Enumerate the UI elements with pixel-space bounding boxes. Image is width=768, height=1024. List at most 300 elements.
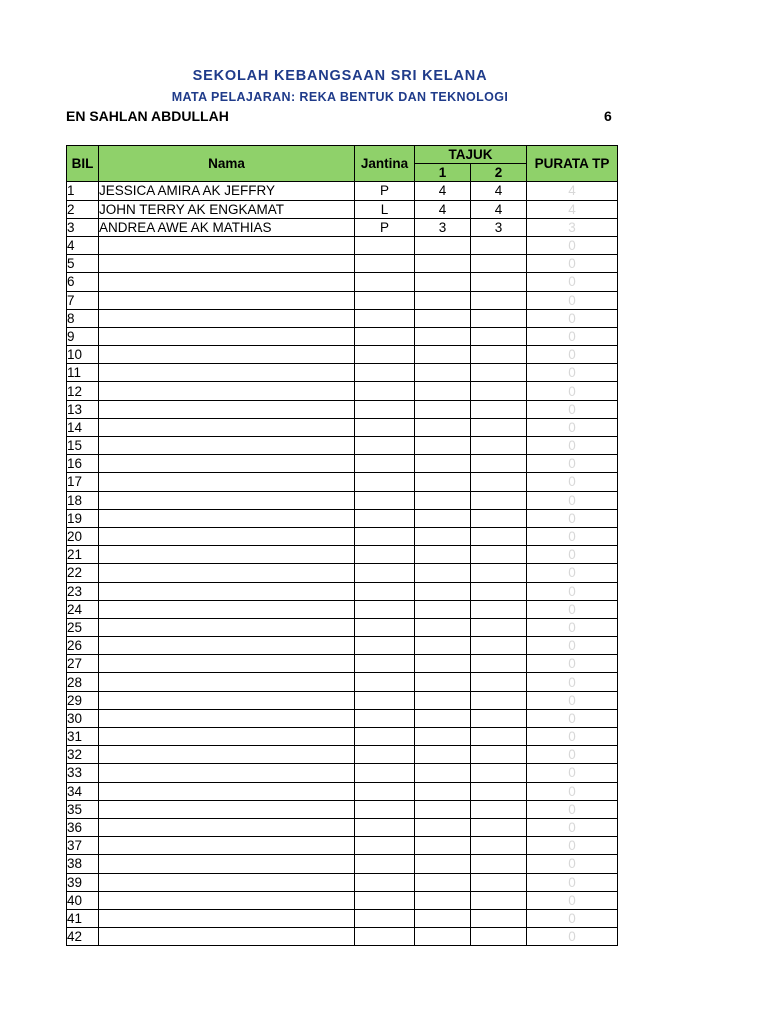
purata-tp-cell[interactable]: 0 [527,746,618,764]
row-number-cell[interactable]: 17 [67,473,99,491]
tajuk-2-score-cell[interactable] [471,909,527,927]
tajuk-1-score-cell[interactable] [415,782,471,800]
purata-tp-cell[interactable]: 0 [527,418,618,436]
tajuk-1-score-cell[interactable] [415,236,471,254]
purata-tp-cell[interactable]: 0 [527,455,618,473]
tajuk-2-score-cell[interactable] [471,509,527,527]
student-name-cell[interactable] [99,873,355,891]
gender-cell[interactable] [355,364,415,382]
gender-cell[interactable] [355,346,415,364]
purata-tp-cell[interactable]: 0 [527,309,618,327]
row-number-cell[interactable]: 13 [67,400,99,418]
gender-cell[interactable] [355,291,415,309]
row-number-cell[interactable]: 11 [67,364,99,382]
student-name-cell[interactable] [99,928,355,946]
table-row [67,709,618,727]
tajuk-2-score-cell[interactable] [471,364,527,382]
student-name-cell[interactable] [99,691,355,709]
tajuk-1-score-cell[interactable] [415,473,471,491]
header-tajuk-1: 1 [415,164,471,182]
class-number: 6 [604,108,612,124]
tajuk-2-score-cell[interactable] [471,400,527,418]
table-row [67,928,618,946]
row-number-cell[interactable]: 35 [67,800,99,818]
tajuk-1-score-cell[interactable]: 4 [415,182,471,200]
tajuk-1-score-cell[interactable] [415,364,471,382]
tajuk-1-score-cell[interactable]: 4 [415,200,471,218]
tajuk-1-score-cell[interactable] [415,582,471,600]
table-row [67,764,618,782]
table-row [67,327,618,345]
tajuk-2-score-cell[interactable] [471,564,527,582]
gender-cell[interactable]: P [355,182,415,200]
tajuk-1-score-cell[interactable] [415,309,471,327]
student-name-cell[interactable] [99,400,355,418]
gender-cell[interactable] [355,309,415,327]
tajuk-1-score-cell[interactable] [415,327,471,345]
purata-tp-cell[interactable]: 0 [527,691,618,709]
tajuk-2-score-cell[interactable] [471,837,527,855]
gender-cell[interactable] [355,564,415,582]
table-row [67,400,618,418]
student-name-cell[interactable] [99,473,355,491]
row-number-cell[interactable]: 32 [67,746,99,764]
gender-cell[interactable] [355,873,415,891]
table-row [67,728,618,746]
gender-cell[interactable] [355,618,415,636]
tajuk-2-score-cell[interactable] [471,764,527,782]
purata-tp-cell[interactable]: 0 [527,728,618,746]
school-title: SEKOLAH KEBANGSAAN SRI KELANA [192,68,488,84]
gender-cell[interactable] [355,928,415,946]
tajuk-1-score-cell[interactable] [415,909,471,927]
row-number-cell[interactable]: 7 [67,291,99,309]
table-row [67,746,618,764]
tajuk-1-score-cell[interactable] [415,455,471,473]
student-name-cell[interactable] [99,418,355,436]
row-number-cell[interactable]: 16 [67,455,99,473]
student-name-cell[interactable] [99,746,355,764]
table-row [67,800,618,818]
tajuk-2-score-cell[interactable]: 3 [471,218,527,236]
tajuk-1-score-cell[interactable] [415,746,471,764]
tajuk-1-score-cell[interactable] [415,800,471,818]
header-tajuk-2: 2 [471,164,527,182]
tajuk-2-score-cell[interactable] [471,782,527,800]
purata-tp-cell[interactable]: 0 [527,673,618,691]
purata-tp-cell[interactable]: 0 [527,928,618,946]
tajuk-2-score-cell[interactable] [471,728,527,746]
tajuk-2-score-cell[interactable] [471,346,527,364]
gender-cell[interactable] [355,782,415,800]
purata-tp-cell[interactable]: 0 [527,818,618,836]
row-number-cell[interactable]: 14 [67,418,99,436]
tajuk-1-score-cell[interactable] [415,837,471,855]
tajuk-2-score-cell[interactable] [471,673,527,691]
row-number-cell[interactable]: 10 [67,346,99,364]
gender-cell[interactable] [355,691,415,709]
subject-title: MATA PELAJARAN: REKA BENTUK DAN TEKNOLOGI [171,90,509,104]
header-tajuk: TAJUK [415,146,527,164]
tajuk-1-score-cell[interactable] [415,928,471,946]
row-number-cell[interactable]: 39 [67,873,99,891]
student-name-cell[interactable]: ANDREA AWE AK MATHIAS [99,218,355,236]
student-name-cell[interactable] [99,364,355,382]
student-name-cell[interactable] [99,273,355,291]
tajuk-1-score-cell[interactable]: 3 [415,218,471,236]
tajuk-2-score-cell[interactable] [471,455,527,473]
table-row [67,200,618,218]
row-number-cell[interactable]: 40 [67,891,99,909]
tajuk-1-score-cell[interactable] [415,600,471,618]
student-name-cell[interactable] [99,709,355,727]
student-name-cell[interactable] [99,309,355,327]
table-row [67,673,618,691]
table-row [67,527,618,545]
gender-cell[interactable] [355,891,415,909]
gender-cell[interactable] [355,600,415,618]
row-number-cell[interactable]: 12 [67,382,99,400]
row-number-cell[interactable]: 18 [67,491,99,509]
gender-cell[interactable] [355,818,415,836]
tajuk-1-score-cell[interactable] [415,691,471,709]
student-name-cell[interactable] [99,291,355,309]
student-name-cell[interactable] [99,673,355,691]
purata-tp-cell[interactable]: 0 [527,600,618,618]
table-row [67,255,618,273]
row-number-cell[interactable]: 25 [67,618,99,636]
table-row [67,909,618,927]
tajuk-1-score-cell[interactable] [415,709,471,727]
purata-tp-cell[interactable]: 0 [527,327,618,345]
student-name-cell[interactable] [99,455,355,473]
gender-cell[interactable] [355,509,415,527]
student-name-cell[interactable] [99,437,355,455]
purata-tp-cell[interactable]: 0 [527,437,618,455]
row-number-cell[interactable]: 37 [67,837,99,855]
tajuk-2-score-cell[interactable] [471,291,527,309]
tajuk-2-score-cell[interactable] [471,473,527,491]
student-name-cell[interactable] [99,564,355,582]
row-number-cell[interactable]: 15 [67,437,99,455]
gender-cell[interactable] [355,382,415,400]
gender-cell[interactable]: L [355,200,415,218]
tajuk-2-score-cell[interactable] [471,309,527,327]
purata-tp-cell[interactable]: 0 [527,509,618,527]
gender-cell[interactable] [355,255,415,273]
gender-cell[interactable] [355,709,415,727]
student-name-cell[interactable] [99,764,355,782]
tajuk-1-score-cell[interactable] [415,437,471,455]
purata-tp-cell[interactable]: 0 [527,655,618,673]
student-name-cell[interactable]: JESSICA AMIRA AK JEFFRY [99,182,355,200]
gender-cell[interactable]: P [355,218,415,236]
gender-cell[interactable] [355,546,415,564]
tajuk-2-score-cell[interactable] [471,546,527,564]
tajuk-1-score-cell[interactable] [415,382,471,400]
tajuk-2-score-cell[interactable] [471,746,527,764]
table-row [67,691,618,709]
tajuk-1-score-cell[interactable] [415,873,471,891]
student-name-cell[interactable] [99,855,355,873]
table-row [67,837,618,855]
tajuk-2-score-cell[interactable] [471,273,527,291]
student-score-table [66,145,618,946]
purata-tp-cell[interactable]: 0 [527,782,618,800]
gender-cell[interactable] [355,418,415,436]
teacher-name: EN SAHLAN ABDULLAH [66,108,229,124]
row-number-cell[interactable]: 41 [67,909,99,927]
row-number-cell[interactable]: 27 [67,655,99,673]
student-name-cell[interactable] [99,546,355,564]
tajuk-1-score-cell[interactable] [415,655,471,673]
gender-cell[interactable] [355,400,415,418]
purata-tp-cell[interactable]: 4 [527,182,618,200]
purata-tp-cell[interactable]: 0 [527,855,618,873]
row-number-cell[interactable]: 22 [67,564,99,582]
table-row [67,437,618,455]
student-name-cell[interactable] [99,909,355,927]
table-row [67,782,618,800]
row-number-cell[interactable]: 28 [67,673,99,691]
student-name-cell[interactable] [99,509,355,527]
purata-tp-cell[interactable]: 0 [527,491,618,509]
header-purata-tp: PURATA TP [527,146,618,182]
tajuk-1-score-cell[interactable] [415,891,471,909]
purata-tp-cell[interactable]: 0 [527,527,618,545]
gender-cell[interactable] [355,437,415,455]
table-row [67,564,618,582]
purata-tp-cell[interactable]: 0 [527,273,618,291]
gender-cell[interactable] [355,800,415,818]
tajuk-1-score-cell[interactable] [415,818,471,836]
row-number-cell[interactable]: 8 [67,309,99,327]
row-number-cell[interactable]: 19 [67,509,99,527]
student-name-cell[interactable] [99,800,355,818]
table-row [67,473,618,491]
gender-cell[interactable] [355,273,415,291]
tajuk-2-score-cell[interactable] [471,600,527,618]
purata-tp-cell[interactable]: 0 [527,800,618,818]
student-name-cell[interactable] [99,382,355,400]
student-name-cell[interactable] [99,637,355,655]
purata-tp-cell[interactable]: 0 [527,291,618,309]
tajuk-1-score-cell[interactable] [415,618,471,636]
student-name-cell[interactable] [99,618,355,636]
table-row [67,218,618,236]
student-name-cell[interactable] [99,582,355,600]
gender-cell[interactable] [355,764,415,782]
row-number-cell[interactable]: 33 [67,764,99,782]
student-name-cell[interactable] [99,255,355,273]
purata-tp-cell[interactable]: 0 [527,764,618,782]
purata-tp-cell[interactable]: 0 [527,564,618,582]
header-jantina: Jantina [355,146,415,182]
tajuk-2-score-cell[interactable] [471,928,527,946]
student-name-cell[interactable] [99,327,355,345]
student-name-cell[interactable] [99,655,355,673]
row-number-cell[interactable]: 26 [67,637,99,655]
row-number-cell[interactable]: 4 [67,236,99,254]
student-name-cell[interactable] [99,837,355,855]
table-row [67,309,618,327]
purata-tp-cell[interactable]: 0 [527,236,618,254]
table-row [67,182,618,200]
tajuk-2-score-cell[interactable] [471,582,527,600]
gender-cell[interactable] [355,527,415,545]
table-row [67,618,618,636]
table-row [67,382,618,400]
purata-tp-cell[interactable]: 0 [527,837,618,855]
tajuk-2-score-cell[interactable] [471,491,527,509]
tajuk-2-score-cell[interactable] [471,255,527,273]
purata-tp-cell[interactable]: 0 [527,546,618,564]
tajuk-1-score-cell[interactable] [415,637,471,655]
purata-tp-cell[interactable]: 0 [527,346,618,364]
tajuk-1-score-cell[interactable] [415,564,471,582]
table-row [67,273,618,291]
row-number-cell[interactable]: 29 [67,691,99,709]
purata-tp-cell[interactable]: 0 [527,382,618,400]
table-row [67,291,618,309]
purata-tp-cell[interactable]: 0 [527,364,618,382]
tajuk-1-score-cell[interactable] [415,346,471,364]
tajuk-2-score-cell[interactable] [471,527,527,545]
student-name-cell[interactable] [99,346,355,364]
gender-cell[interactable] [355,728,415,746]
gender-cell[interactable] [355,637,415,655]
gender-cell[interactable] [355,855,415,873]
tajuk-2-score-cell[interactable] [471,691,527,709]
row-number-cell[interactable]: 6 [67,273,99,291]
purata-tp-cell[interactable]: 0 [527,255,618,273]
table-row [67,418,618,436]
student-name-cell[interactable] [99,728,355,746]
tajuk-1-score-cell[interactable] [415,673,471,691]
gender-cell[interactable] [355,837,415,855]
tajuk-1-score-cell[interactable] [415,546,471,564]
table-row [67,582,618,600]
table-row [67,491,618,509]
tajuk-2-score-cell[interactable] [471,891,527,909]
student-name-cell[interactable] [99,491,355,509]
row-number-cell[interactable]: 2 [67,200,99,218]
tajuk-2-score-cell[interactable] [471,327,527,345]
table-row [67,891,618,909]
tajuk-2-score-cell[interactable] [471,709,527,727]
gender-cell[interactable] [355,909,415,927]
purata-tp-cell[interactable]: 0 [527,400,618,418]
table-row [67,873,618,891]
tajuk-2-score-cell[interactable] [471,873,527,891]
purata-tp-cell[interactable]: 0 [527,891,618,909]
row-number-cell[interactable]: 34 [67,782,99,800]
tajuk-1-score-cell[interactable] [415,418,471,436]
tajuk-1-score-cell[interactable] [415,855,471,873]
tajuk-2-score-cell[interactable] [471,637,527,655]
row-number-cell[interactable]: 5 [67,255,99,273]
gender-cell[interactable] [355,236,415,254]
gender-cell[interactable] [355,327,415,345]
tajuk-2-score-cell[interactable] [471,418,527,436]
row-number-cell[interactable]: 21 [67,546,99,564]
table-row [67,637,618,655]
gender-cell[interactable] [355,655,415,673]
row-number-cell[interactable]: 9 [67,327,99,345]
row-number-cell[interactable]: 1 [67,182,99,200]
tajuk-1-score-cell[interactable] [415,764,471,782]
gender-cell[interactable] [355,455,415,473]
gender-cell[interactable] [355,473,415,491]
student-name-cell[interactable] [99,891,355,909]
purata-tp-cell[interactable]: 0 [527,709,618,727]
tajuk-1-score-cell[interactable] [415,255,471,273]
gender-cell[interactable] [355,582,415,600]
student-name-cell[interactable] [99,600,355,618]
tajuk-1-score-cell[interactable] [415,400,471,418]
row-number-cell[interactable]: 30 [67,709,99,727]
tajuk-2-score-cell[interactable] [471,437,527,455]
tajuk-2-score-cell[interactable] [471,818,527,836]
tajuk-2-score-cell[interactable] [471,236,527,254]
tajuk-1-score-cell[interactable] [415,491,471,509]
student-name-cell[interactable]: JOHN TERRY AK ENGKAMAT [99,200,355,218]
purata-tp-cell[interactable]: 0 [527,637,618,655]
table-row [67,509,618,527]
tajuk-1-score-cell[interactable] [415,291,471,309]
table-row [67,455,618,473]
tajuk-1-score-cell[interactable] [415,273,471,291]
row-number-cell[interactable]: 23 [67,582,99,600]
table-body [67,182,618,946]
row-number-cell[interactable]: 42 [67,928,99,946]
tajuk-2-score-cell[interactable] [471,655,527,673]
tajuk-2-score-cell[interactable]: 4 [471,200,527,218]
purata-tp-cell[interactable]: 3 [527,218,618,236]
purata-tp-cell[interactable]: 0 [527,873,618,891]
student-name-cell[interactable] [99,527,355,545]
tajuk-2-score-cell[interactable] [471,855,527,873]
row-number-cell[interactable]: 24 [67,600,99,618]
row-number-cell[interactable]: 31 [67,728,99,746]
tajuk-2-score-cell[interactable] [471,382,527,400]
row-number-cell[interactable]: 38 [67,855,99,873]
tajuk-1-score-cell[interactable] [415,527,471,545]
student-name-cell[interactable] [99,236,355,254]
purata-tp-cell[interactable]: 0 [527,473,618,491]
table-row [67,600,618,618]
purata-tp-cell[interactable]: 0 [527,618,618,636]
purata-tp-cell[interactable]: 0 [527,909,618,927]
tajuk-2-score-cell[interactable]: 4 [471,182,527,200]
purata-tp-cell[interactable]: 0 [527,582,618,600]
student-name-cell[interactable] [99,818,355,836]
gender-cell[interactable] [355,673,415,691]
tajuk-1-score-cell[interactable] [415,728,471,746]
header-bil: BIL [67,146,99,182]
purata-tp-cell[interactable]: 4 [527,200,618,218]
tajuk-2-score-cell[interactable] [471,800,527,818]
row-number-cell[interactable]: 20 [67,527,99,545]
gender-cell[interactable] [355,491,415,509]
row-number-cell[interactable]: 3 [67,218,99,236]
row-number-cell[interactable]: 36 [67,818,99,836]
student-name-cell[interactable] [99,782,355,800]
gender-cell[interactable] [355,746,415,764]
tajuk-2-score-cell[interactable] [471,618,527,636]
table-row [67,364,618,382]
tajuk-1-score-cell[interactable] [415,509,471,527]
